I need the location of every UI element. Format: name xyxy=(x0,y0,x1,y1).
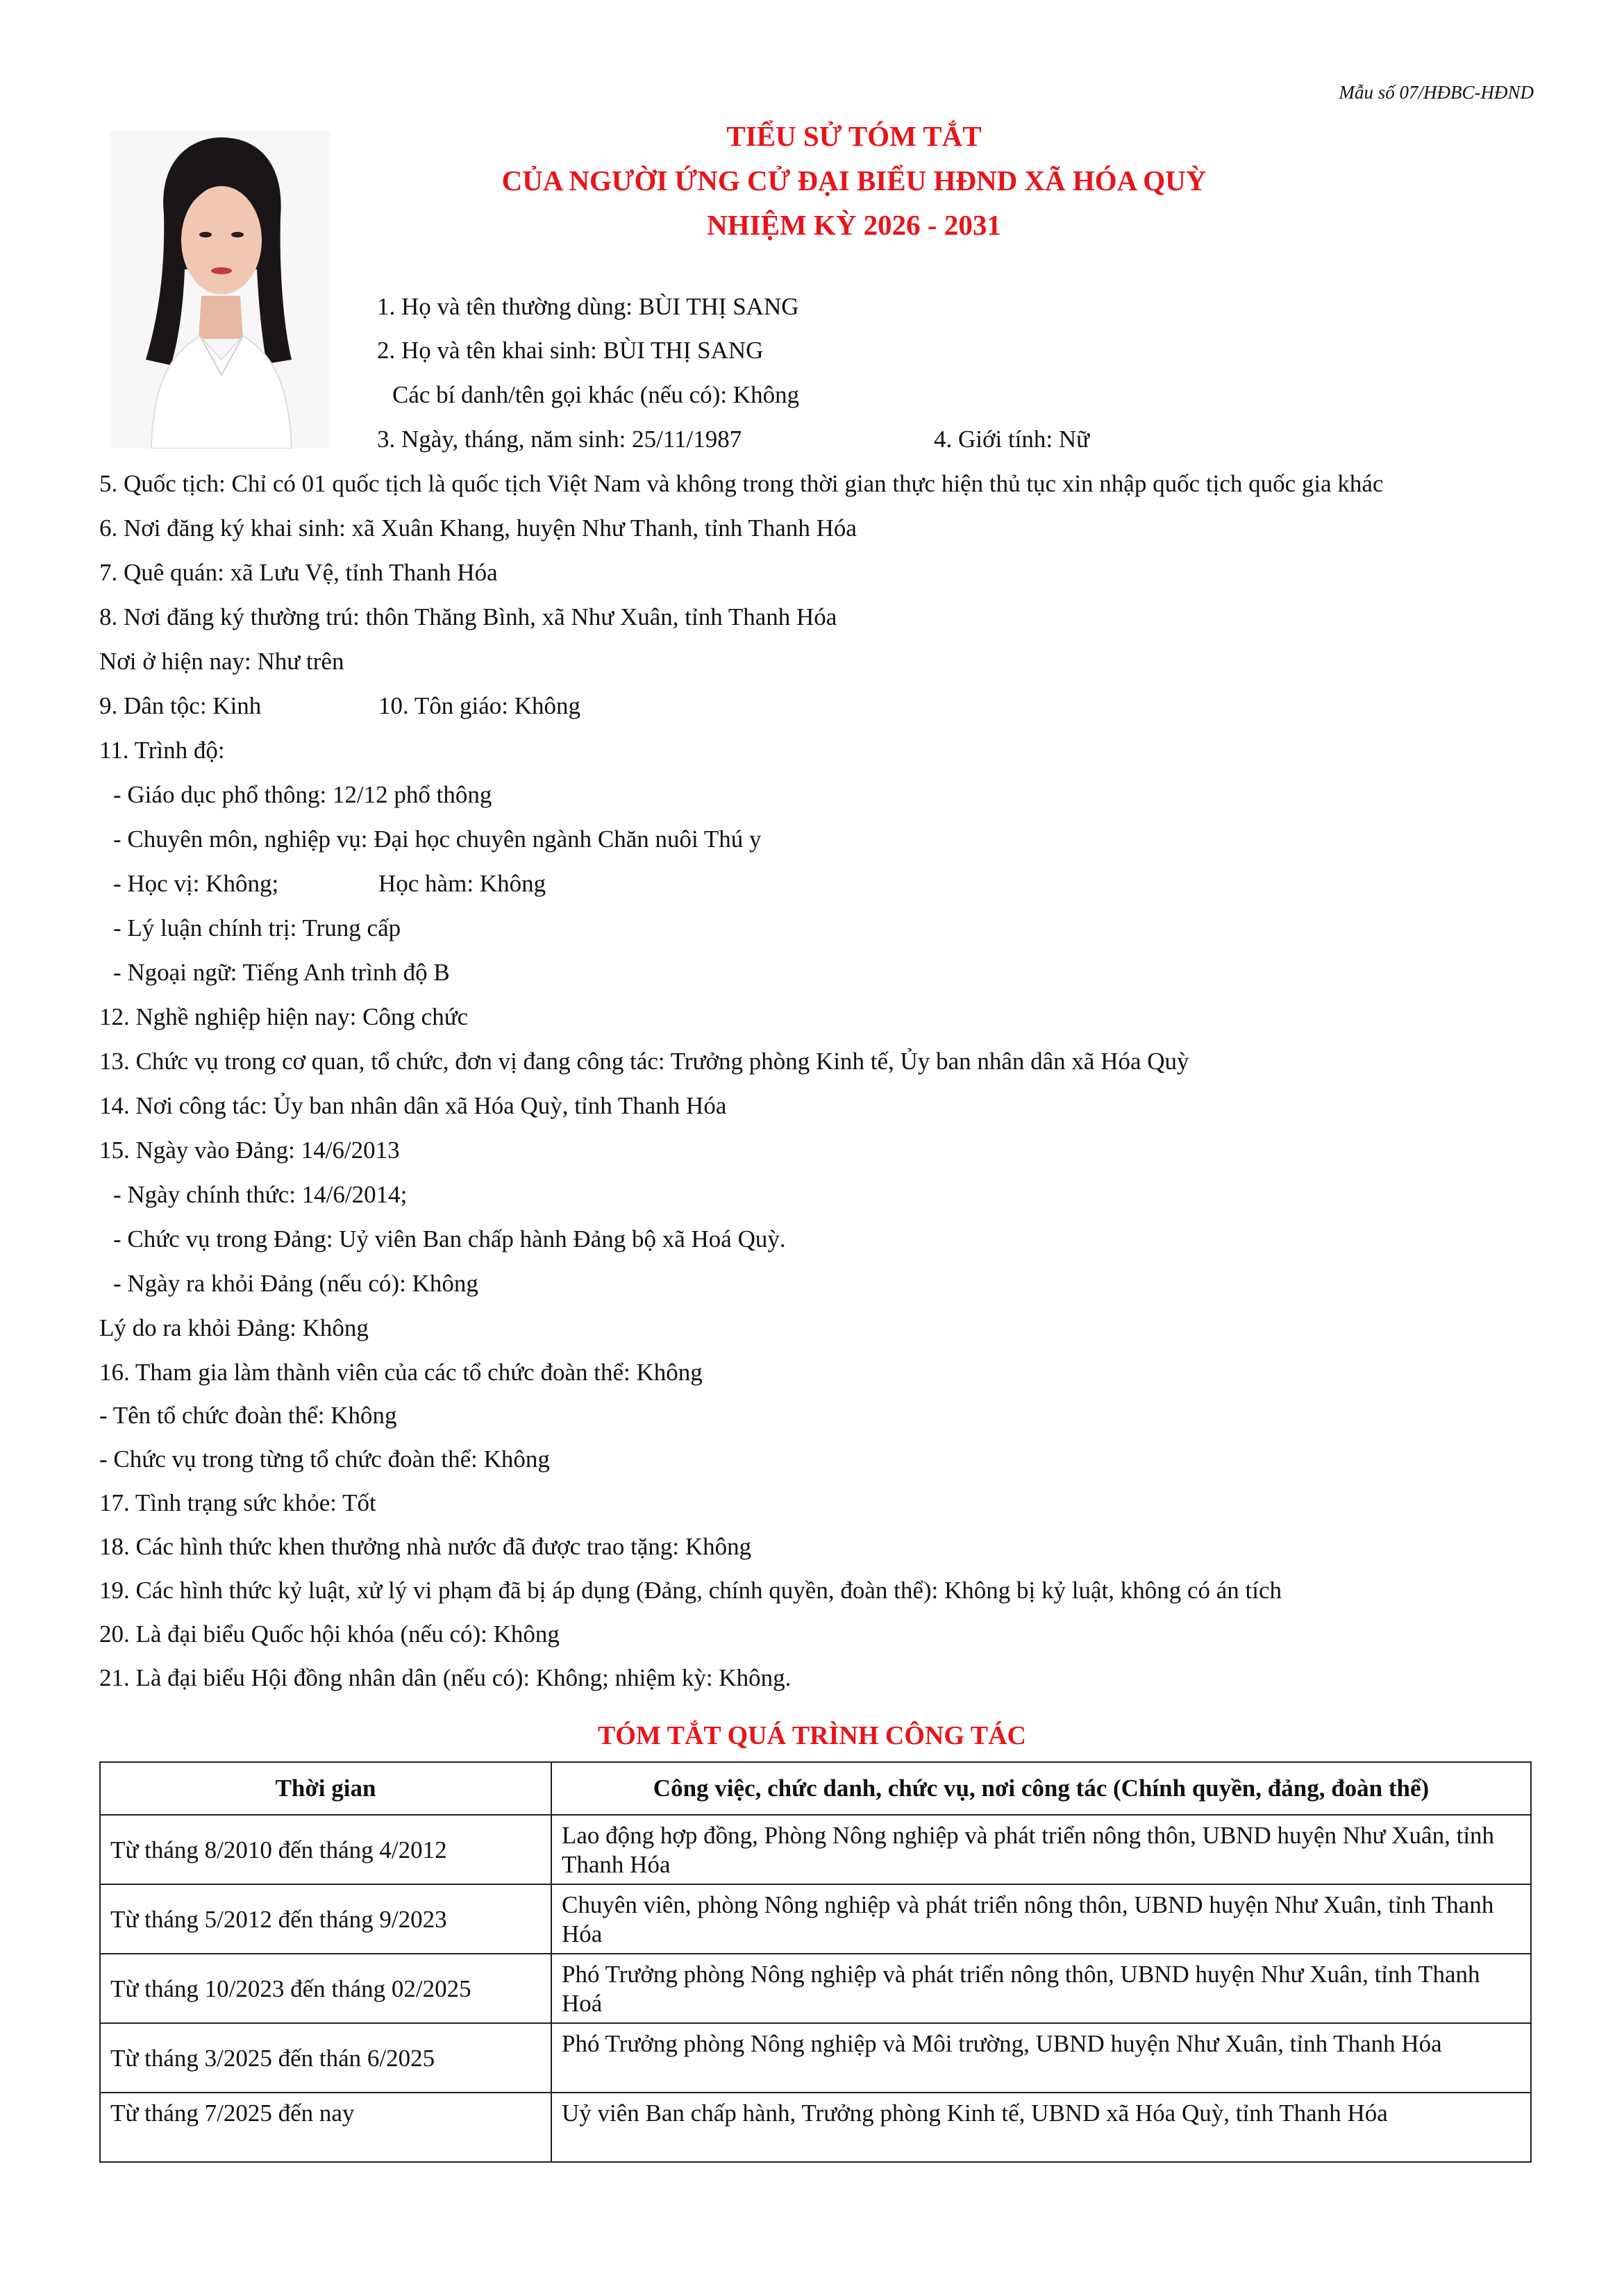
field-occupation: 12. Nghề nghiệp hiện nay: Công chức xyxy=(99,1003,469,1030)
field-organization-name: - Tên tổ chức đoàn thể: Không xyxy=(99,1402,397,1429)
title-line-2: CỦA NGƯỜI ỨNG CỬ ĐẠI BIỂU HĐND XÃ HÓA QUỲ xyxy=(501,165,1207,196)
field-awards: 18. Các hình thức khen thưởng nhà nước đã được trao tặng: Không xyxy=(99,1533,752,1560)
field-organizations: 16. Tham gia làm thành viên của các tổ chức đoàn thể: Không xyxy=(99,1359,703,1386)
work-history-table xyxy=(99,1761,1532,2163)
work-history-title: TÓM TẮT QUÁ TRÌNH CÔNG TÁC xyxy=(598,1721,1026,1750)
row-time: Từ tháng 8/2010 đến tháng 4/2012 xyxy=(100,1815,551,1884)
field-ethnicity: 9. Dân tộc: Kinh xyxy=(99,692,262,719)
field-permanent-residence: 8. Nơi đăng ký thường trú: thôn Thăng Bình, xã Như Xuân, tỉnh Thanh Hóa xyxy=(99,603,837,630)
field-common-name: 1. Họ và tên thường dùng: BÙI THỊ SANG xyxy=(377,293,799,320)
field-organization-position: - Chức vụ trong từng tổ chức đoàn thể: Không xyxy=(99,1446,550,1473)
field-education-heading: 11. Trình độ: xyxy=(99,737,225,764)
row-time: Từ tháng 3/2025 đến thán 6/2025 xyxy=(100,2023,551,2093)
table-row xyxy=(100,2023,1531,2093)
field-hometown: 7. Quê quán: xã Lưu Vệ, tỉnh Thanh Hóa xyxy=(99,559,498,586)
field-workplace: 14. Nơi công tác: Ủy ban nhân dân xã Hóa Quỳ, tỉnh Thanh Hóa xyxy=(99,1092,727,1119)
row-description: Lao động hợp đồng, Phòng Nông nghiệp và phát triển nông thôn, UBND huyện Như Xuân, tỉnh Thanh Hóa xyxy=(551,1815,1531,1884)
row-time: Từ tháng 10/2023 đến tháng 02/2025 xyxy=(100,1954,551,2023)
table-row xyxy=(100,1815,1531,1884)
row-description: Phó Trưởng phòng Nông nghiệp và phát triển nông thôn, UBND huyện Như Xuân, tỉnh Thanh Hoá xyxy=(551,1954,1531,2023)
field-party-official-date: - Ngày chính thức: 14/6/2014; xyxy=(113,1181,408,1208)
field-academic-title: Học hàm: Không xyxy=(378,870,546,897)
field-position: 13. Chức vụ trong cơ quan, tổ chức, đơn vị đang công tác: Trưởng phòng Kinh tế, Ủy ban nhân dân xã Hóa Quỳ xyxy=(99,1048,1189,1075)
field-health: 17. Tình trạng sức khỏe: Tốt xyxy=(99,1489,376,1516)
field-peoples-council: 21. Là đại biểu Hội đồng nhân dân (nếu có): Không; nhiệm kỳ: Không. xyxy=(99,1664,792,1691)
title-line-1: TIỂU SỬ TÓM TẮT xyxy=(726,120,982,152)
field-gender: 4. Giới tính: Nữ xyxy=(934,426,1090,453)
table-header-row xyxy=(100,1762,1531,1815)
table-row xyxy=(100,1954,1531,2023)
form-code: Mẫu số 07/HĐBC-HĐND xyxy=(1339,82,1534,103)
field-nationality: 5. Quốc tịch: Chỉ có 01 quốc tịch là quốc tịch Việt Nam và không trong thời gian thực hiện thủ tục xin nhập quốc tịch quốc gia khác xyxy=(99,470,1384,497)
portrait-photo xyxy=(110,131,330,449)
column-header-time: Thời gian xyxy=(100,1762,551,1815)
row-time: Từ tháng 5/2012 đến tháng 9/2023 xyxy=(100,1884,551,1954)
table-row xyxy=(100,2093,1531,2162)
field-date-of-birth: 3. Ngày, tháng, năm sinh: 25/11/1987 xyxy=(377,426,742,453)
field-general-education: - Giáo dục phổ thông: 12/12 phổ thông xyxy=(113,781,492,808)
field-birth-registration: 6. Nơi đăng ký khai sinh: xã Xuân Khang, huyện Như Thanh, tỉnh Thanh Hóa xyxy=(99,514,857,542)
field-birth-name: 2. Họ và tên khai sinh: BÙI THỊ SANG xyxy=(377,337,764,364)
field-degree: - Học vị: Không; xyxy=(113,870,279,897)
title-line-3: NHIỆM KỲ 2026 - 2031 xyxy=(707,209,1001,241)
field-disciplinary: 19. Các hình thức kỷ luật, xử lý vi phạm đã bị áp dụng (Đảng, chính quyền, đoàn thể): Không bị kỷ luật, không có án tích xyxy=(99,1577,1282,1604)
field-national-assembly: 20. Là đại biểu Quốc hội khóa (nếu có): Không xyxy=(99,1620,560,1648)
field-current-residence: Nơi ở hiện nay: Như trên xyxy=(99,648,344,675)
field-religion: 10. Tôn giáo: Không xyxy=(378,692,581,719)
field-party-join-date: 15. Ngày vào Đảng: 14/6/2013 xyxy=(99,1137,400,1164)
field-aliases: Các bí danh/tên gọi khác (nếu có): Không xyxy=(392,381,800,408)
row-description: Uỷ viên Ban chấp hành, Trưởng phòng Kinh tế, UBND xã Hóa Quỳ, tỉnh Thanh Hóa xyxy=(551,2093,1531,2162)
field-party-position: - Chức vụ trong Đảng: Uỷ viên Ban chấp hành Đảng bộ xã Hoá Quỳ. xyxy=(113,1225,786,1252)
row-description: Chuyên viên, phòng Nông nghiệp và phát triển nông thôn, UBND huyện Như Xuân, tỉnh Thanh Hóa xyxy=(551,1884,1531,1954)
field-foreign-language: - Ngoại ngữ: Tiếng Anh trình độ B xyxy=(113,959,450,986)
field-party-leave-reason: Lý do ra khỏi Đảng: Không xyxy=(99,1314,369,1341)
field-political-theory: - Lý luận chính trị: Trung cấp xyxy=(113,914,401,941)
table-row xyxy=(100,1884,1531,1954)
row-time: Từ tháng 7/2025 đến nay xyxy=(100,2093,551,2162)
column-header-description: Công việc, chức danh, chức vụ, nơi công tác (Chính quyền, đảng, đoàn thể) xyxy=(551,1762,1531,1815)
row-description: Phó Trưởng phòng Nông nghiệp và Môi trường, UBND huyện Như Xuân, tỉnh Thanh Hóa xyxy=(551,2023,1531,2093)
field-profession: - Chuyên môn, nghiệp vụ: Đại học chuyên ngành Chăn nuôi Thú y xyxy=(113,826,762,853)
field-party-leave-date: - Ngày ra khỏi Đảng (nếu có): Không xyxy=(113,1270,478,1297)
